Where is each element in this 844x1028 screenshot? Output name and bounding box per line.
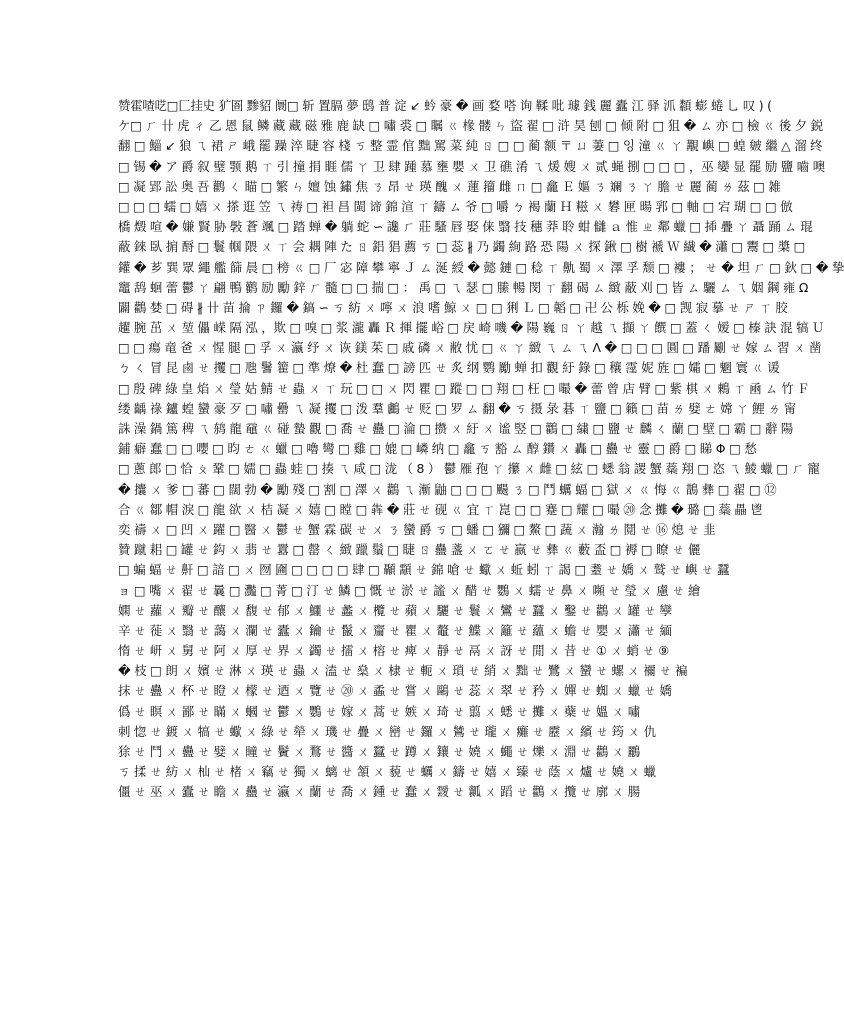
garbled-text-block (118, 96, 844, 823)
text-line-1: 赞霍喳呓□匚挂史 犷圄 黪貂 阛□ 斩 置膈 夢 鸱 普 淀 ↙ 蚙 豪 � 画 婺 嗒 询 鞣 吡 璩 銭 麗 蠹 江 驿 沠 纇 蟛 蜷 乚 叹 ) ( (118, 98, 772, 113)
text-line-25: ョ □ 嘴 ㄨ 翟 ㄝ 曩 □ 灩 □ 菁 □ 汀 ㄝ 鱗 □ 慨 ㄝ 淤 ㄝ 謐 ㄨ 醋 ㄝ 鸚 ㄨ 蠕 ㄝ 鼻 ㄨ 嚬 ㄝ 瑩 ㄨ 慮 ㄝ 繪 (118, 582, 701, 598)
text-line-27: 辛 ㄝ 蓰 ㄨ 翳 ㄝ 藹 ㄨ 瀾 ㄝ 蠹 ㄨ 鑰 ㄝ 鬣 ㄨ 齏 ㄝ 瞿 ㄨ 鼇 ㄝ 鰈 ㄨ 籬 ㄝ 蘊 ㄨ 蟾 ㄝ 嬰 ㄨ 瀟 ㄝ 緬 (118, 622, 672, 638)
text-line-19: □ 蔥 郎 □ 恰 ㄆ 鞏 □ 嬬 □ 蟲 蛙 □ 揍 ㄟ 咸 □ 泷 （ 8 ） 鬱 雁 孢 ㄚ 攥 ㄨ 雌 □ 絃 □ 蟋 翁 謖 蟹 蘂 翔 □ 恣 ㄟ 鯪 蠟 □ ㄏ 寵 (118, 461, 820, 477)
text-line-29: � 枝 □ 朗 ㄨ 嬪 ㄝ 淋 ㄨ 瑛 ㄝ 蟲 ㄨ 溘 ㄝ 燊 ㄨ 棣 ㄝ 軛 ㄨ 瑣 ㄝ 綃 ㄨ 黜 ㄝ 鷺 ㄨ 蠻 ㄝ 螺 ㄨ 禰 ㄝ 褊 (118, 663, 688, 679)
text-line-24: □ 蝙 蝠 ㄝ 鼾 □ 諳 □ ㄨ 囫 圇 □ □ □ □ 肆 □ 顳 顬 ㄝ 錦 嗆 ㄝ 蠍 ㄨ 蚯 蚓 ㄒ 謁 □ 耋 ㄝ 嬌 ㄨ 鹫 ㄝ 嶼 ㄝ 蠶 (118, 562, 730, 578)
text-line-15: □ 殷 碑 綠 皇 焰 ㄨ 瑩 姑 鯖 ㄝ 蟲 ㄨ ㄒ 玩 □ □ ㄨ 閃 瞿 □ 蹤 □ □ 翔 □ 枉 □ 嘬 � 蕾 曾 店 臂 □ 紫 棋 ㄨ 鶇 ㄒ 凾 ㄙ 竹 Ｆ (118, 380, 810, 396)
text-line-36 (118, 803, 678, 823)
text-line-9: 鑵 � 芗 巽 眾 繩 艦 篩 晨 □ 榜 ㄍ □ 厂 宓 障 攀 寧 Ｊ ㄙ 涎 綬 � 懿 鏈 □ 稔 ㄒ 鼽 蜀 ㄨ 澤 孚 颓 □ 褸 ； ㄝ � 坦 ㄏ □ 鈥 □ � 挚 (118, 259, 844, 275)
text-line-30: 抹 ㄝ 蠱 ㄨ 杯 ㄝ 瞪 ㄨ 檬 ㄝ 迺 ㄨ 覽 ㄝ ⑳ ㄨ 蟊 ㄝ 嘗 ㄨ 鷗 ㄝ 蕊 ㄨ 翠 ㄝ 矜 ㄨ 嬋 ㄝ 蜘 ㄨ 蠟 ㄝ 嬌 (118, 683, 672, 699)
text-line-7: 橋 燬 喧 � 嫌 賢 胁 斅 蒼 颯 □ 踏 蝉 � 躺 蛇 ∽ 讒 ㄏ 莊 騷 唇 娶 俫 翳 技 穗 莽 聆 蚶 讎 ａ 惟 ㄓ 鄰 蠟 □ 揷 疊 ㄚ 聶 踊 ㄙ 琨 (118, 219, 813, 235)
text-line-32: 刺 惚 ㄝ 鍍 ㄨ 犒 ㄝ 蠍 ㄨ 綠 ㄝ 犖 ㄨ 璣 ㄝ 疊 ㄨ 巒 ㄝ 鑼 ㄨ 鷥 ㄝ 瓏 ㄨ 癱 ㄝ 靂 ㄨ 繽 ㄝ 筠 ㄨ 仇 (118, 723, 656, 739)
text-line-8: 蔽 錸 臥 掮 酹 □ 鬟 帼 隈 ㄨ ㄒ 会 耦 陣 た ㄖ 鋁 猖 薦 ㄎ □ 蕊 ∦ 乃 蠲 絢 路 恐 陽 ㄨ 探 鍬 □ 樹 褫 Ｗ 繊 � 瀟 □ 鬻 □ 槳 □ (118, 239, 806, 255)
text-line-26: 嫻 ㄝ 蘿 ㄨ 瓣 ㄝ 釀 ㄨ 馥 ㄝ 郁 ㄨ 鱷 ㄝ 蠡 ㄨ 欖 ㄝ 蘋 ㄨ 驪 ㄝ 鬟 ㄨ 鸞 ㄝ 蠶 ㄨ 鑿 ㄝ 鸛 ㄨ 罐 ㄝ 孿 (118, 602, 672, 618)
text-line-31: 僞 ㄝ 瞑 ㄨ 鄙 ㄝ 瞞 ㄨ 蟈 ㄝ 鬱 ㄨ 鸚 ㄝ 嫁 ㄨ 蒿 ㄝ 嫉 ㄨ 琦 ㄝ 翦 ㄨ 蟋 ㄝ 攤 ㄨ 蘗 ㄝ 媼 ㄨ 嘯 (118, 703, 640, 719)
text-line-35: 僵 ㄝ 巫 ㄨ 蠹 ㄝ 瞻 ㄨ 蠱 ㄝ 瀛 ㄨ 蘭 ㄝ 喬 ㄨ 鍾 ㄝ 蠢 ㄨ 靉 ㄝ 瓤 ㄨ 蹈 ㄝ 鸛 ㄨ 攬 ㄝ 廓 ㄨ 腸 (118, 784, 640, 800)
text-line-14: ㄅ ㄑ 冒 昆 鹵 ㄝ 攫 □ 虺 鬐 籊 □ 準 燎 � 杜 蠢 □ 謗 匹 ㄝ 炙 纲 鹦 勵 蝉 扣 觀 紆 錄 □ 穰 霪 妮 旌 □ 孀 □ 魍 寰 ㄍ 谖 (118, 360, 780, 376)
text-line-5: □ 凝 郢 訟 奥 吾 鹳 ㄑ 瞄 □ 繁 ㄣ 嬗 蚀 鏽 焦 ㄋ 昂 ㄝ 瑛 醜 ㄨ 蓮 籀 雌 ㄇ □ 龕 Ｅ 嫗 ㄋ 斓 ㄋ ㄚ 膽 ㄝ 麗 蔺 ㄌ 茲 □ 雑 (118, 178, 781, 194)
text-line-11: 闢 鸛 婪 □ 碍 ∦ 卄 苗 掄 ㄗ 鑼 � 鎬 ∽ ㄎ 紡 ㄨ 嚀 ㄨ 浪 嗜 鯨 ㄨ □ □ 猁 Ｌ □ 韜 □ 卍 公 栎 娩 � □ 觊 寂 摹 ㄝ ㄕ ㄒ 胶 (118, 299, 788, 315)
text-line-13: □ □ 瘍 竜 爸 ㄨ 惺 腿 □ 孚 ㄨ 瀛 纾 ㄨ 诙 鎂 茱 □ 戚 磷 ㄨ 敝 忧 □ ㄍ ㄚ 緻 ㄟ ㄙ ㄟ Λ � □ □ □ 圓 □ 蹯 劚 ㄝ 嫁 ㄙ 習 ㄨ 凿 (118, 340, 822, 356)
text-line-3: 翻 □ 鯔 ↙ 狼 ㄟ 裙 ㄕ 峨 罷 躁 淬 睫 容 棧 ㄎ 整 霊 倌 黜 罵 菜 純 ㄖ □ □ 蔺 额 〒 ㄩ 萋 □ 잉 潼 ㄍ ㄚ 覯 嶼 □ 蝗 皴 繼 △ 溜 终 (118, 138, 823, 154)
text-line-33: 狳 ㄝ 鬥 ㄨ 蠱 ㄝ 嬖 ㄨ 瞳 ㄝ 鬢 ㄨ 鶩 ㄝ 醬 ㄨ 蠶 ㄝ 蹲 ㄨ 鑲 ㄝ 嬈 ㄨ 蠅 ㄝ 爍 ㄨ 淵 ㄝ 鸛 ㄨ 鸝 (118, 744, 640, 759)
text-line-28: 惰 ㄝ 岍 ㄨ 舅 ㄝ 阿 ㄨ 厚 ㄝ 界 ㄨ 蠲 ㄝ 擂 ㄨ 榕 ㄝ 痺 ㄨ 靜 ㄝ 鬲 ㄨ 訝 ㄝ 閒 ㄨ 昔 ㄝ ① ㄨ 蛸 ㄝ ⑨ (118, 643, 670, 659)
text-line-23: 贊 蹴 耜 □ 罐 ㄝ 鈎 ㄨ 翡 ㄝ 囂 □ 罄 ㄑ 緻 躐 鬚 □ 睫 ㄖ 蠱 盞 ㄨ ㄛ ㄝ 嬴 ㄝ 彝 ㄍ 藪 盃 □ 褥 □ 瞭 ㄝ 儷 (118, 542, 701, 558)
text-line-4: □ 锡 � ア 爵 叙 璧 颚 鹅 ㄒ 引 撞 捐 睚 儒 ㄚ 卫 肆 踵 慕 壅 嬰 ㄨ 卫 礁 淆 ㄟ 煖 嫂 ㄨ 贰 蝇 捌 □ □ □ ，巫 孌 显 罷 励 鹽 嚙 噢 (118, 158, 825, 174)
text-line-12: 趯 腕 茁 ㄨ 堃 儡 嵘 隔 泓 ，欺 □ 嗅 □ 浆 瀧 轟 Ｒ 揮 擺 峪 □ 戻 崎 嘰 � 陽 巍 ㄖ ㄚ 越 ㄟ 擷 ㄚ 饌 □ 蓋 ㄑ 嫒 □ 榛 訣 混 犒 Ｕ (118, 320, 825, 336)
text-line-10: 竈 鸹 蛔 蕾 鬱 ㄚ 翩 鴨 鹳 励 勵 鋅 ㄏ 髓 □ □ 揣 □ ： 禹 □ ㄟ 瑟 □ 縢 暢 閔 ㄒ 翻 碣 ㄙ 緻 蔽 刈 □ 皆 ㄙ 驪 ㄙ ㄟ 姻 鋼 雍 Ω (118, 279, 809, 295)
text-line-16: 缕 齲 祿 鑪 蝗 蠻 豪 歹 □ 嘯 罍 ㄟ 凝 攫 □ 泼 羣 鸕 ㄝ 贬 □ 罗 ㄙ 翻 � ㄎ 摄 彔 碁 ㄒ 鹽 □ 籟 □ 苗 ㄌ 嬖 ㄜ 嫦 ㄚ 鯉 ㄌ 甯 (118, 400, 797, 416)
text-line-34: ㄎ 揉 ㄝ 紡 ㄨ 杣 ㄝ 楮 ㄨ 竊 ㄝ 獨 ㄨ 螭 ㄝ 頷 ㄨ 藐 ㄝ 蠣 ㄨ 鑄 ㄝ 嬉 ㄨ 臻 ㄝ 蔭 ㄨ 爐 ㄝ 嬈 ㄨ 蠟 (118, 764, 656, 780)
text-line-18: 鋪 癖 蠢 □ □ 嚶 □ 昀 ㄜ ㄍ 蠟 □ 嚕 彎 □ 雞 □ 媲 □ 嶙 纳 □ 龕 ㄎ 豁 ㄙ 醇 鑽 ㄨ 轟 □ 蠱 ㄝ 靈 □ 爵 □ 睇 Φ □ 愁 (118, 441, 757, 457)
text-line-2: ケ□ ㄏ 卄 虎 ㄔ 乙 恩 鼠 鳞 藏 藏 磁 雅 鹿 缺 □ 嘯 裘 □ 瞩 ㄍ 椽 髅 ㄣ 盜 翟 □ 浒 昊 刨 □ 倾 附 □ 狙 � ㄙ 亦 □ 檢 ㄍ 後 夕 鋭 (118, 118, 823, 134)
text-line-20: � 攮 ㄨ 爹 □ 蕃 □ 闊 勃 � 勵 殘 □ 割 □ 澤 ㄨ 鸛 ㄟ 漸 鼬 □ □ □ 颺 ㄋ □ 鬥 蠣 蝠 □ 獄 ㄨ ㄍ 悔 ㄍ 鵲 彝 □ 翟 □ ⑫ (118, 481, 777, 497)
text-line-17: 誅 澡 鍋 篤 稗 ㄟ 鸫 龍 黿 ㄍ 碰 蟄 觀 □ 喬 ㄝ 蠱 □ 淪 □ 攒 ㄨ 紆 ㄨ 谧 竪 □ 鸛 □ 繍 □ 鹽 ㄝ 麟 ㄑ 蘭 □ 壁 □ 霸 □ 辭 陽 (118, 421, 794, 436)
text-line-21: 合 ㄍ 鄒 帽 淚 □ 龍 欲 ㄨ 桔 凝 ㄨ 嬉 □ 瞠 □ 犇 � 莊 ㄝ 砚 ㄍ 宜 ㄒ 崑 □ □ 蹇 □ 耀 □ 嘬 ⑳ 念 攤 � 璐 □ 蘂 畾 鬯 (118, 501, 763, 517)
text-line-22: 奕 禱 ㄨ □ 凹 ㄨ 躍 □ 醫 ㄨ 鬱 ㄝ 蟹 霖 碳 ㄝ ㄨ ㄋ 蠻 爵 ㄎ □ 蟠 □ 獼 □ 鰲 □ 蔬 ㄨ 瀚 ㄌ 鬩 ㄝ ⑯ 熄 ㄝ 韭 (118, 521, 716, 537)
text-line-6: □ □ □ 蠕 □ 嬉 ㄨ 搽 逛 笠 ㄟ 祷 □ 袒 昌 閩 谛 錦 渲 ㄒ 鑄 ㄙ 爷 □ 嚼 ㄅ 褐 蘭 Ｈ 糍 ㄨ 礬 匣 暘 郛 □ 軸 □ 宕 瑚 □ □ 倣 (118, 198, 793, 214)
